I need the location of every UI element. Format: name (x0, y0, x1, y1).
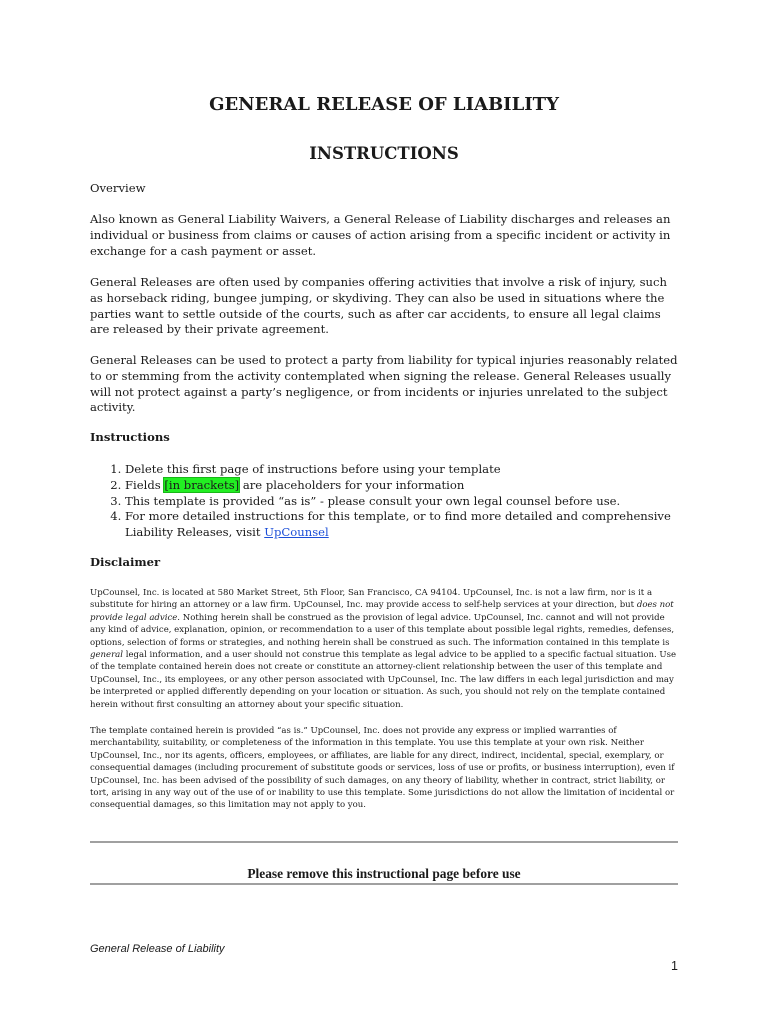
disclaimer-paragraph-2-block (90, 725, 680, 812)
overview-paragraph-1-block (90, 212, 680, 259)
removal-notice: Please remove this instructional page before use (247, 866, 521, 881)
overview-paragraph-2-block (90, 275, 680, 338)
instruction-step-text: Fields (125, 477, 165, 492)
footer-document-title: General Release of Liability (90, 943, 225, 955)
divider-bottom (90, 883, 678, 885)
instruction-step (125, 478, 680, 494)
disclaimer-italic-text: does not provide legal advice (90, 600, 674, 623)
instructions-list-block (90, 462, 680, 541)
disclaimer-text: UpCounsel, Inc. is located at 580 Market Street, 5th Floor, San Francisco, CA 94104. UpCounsel, Inc. is not a law firm, nor is it a substitute for hiring an attorney or a law firm. UpCounsel, Inc. may provide access to self-help services at your direction, but (90, 588, 653, 611)
disclaimer-paragraph (90, 587, 680, 711)
upcounsel-link[interactable]: UpCounsel (264, 525, 329, 540)
instruction-step-text: This template is provided “as is” - please consult your own legal counsel before use. (125, 493, 621, 508)
disclaimer-paragraph: The template contained herein is provided “as is.” UpCounsel, Inc. does not provide any express or implied warranties of merchantability, suitability, or completeness of the information in this template. You use this template at your own risk. Neither UpCounsel, Inc., nor its agents, officers, employees, or affiliates, are liable for any direct, indirect, incidental, special, exemplary, or consequential damages (including procurement of substitute goods or services, loss of use or profits, or business interruption), even if UpCounsel, Inc. has been advised of the possibility of such damages, on any theory of liability, whether in contract, strict liability, or tort, arising in any way out of the use of or inability to use this template. Some jurisdictions do not allow the limitation of incidental or consequential damages, so this limitation may not apply to you. (90, 726, 675, 811)
instruction-step (125, 462, 680, 478)
disclaimer-heading: Disclaimer (90, 555, 161, 569)
disclaimer-italic-text: general (90, 650, 124, 661)
overview-paragraph: General Releases can be used to protect a party from liability for typical injuries reasonably related to or stemming from the activity contemplated when signing the release. General Releases usually will not protect against a party’s negligence, or from incidents or injuries unrelated to the subject activity. (90, 353, 678, 415)
disclaimer-text: legal information, and a user should not construe this template as legal advice to be applied to a specific factual situation. Use of the template contained herein does not create or constitute an attorney-client relationship between the user of this template and UpCounsel, Inc., its employees, or any other person associated with UpCounsel, Inc. The law differs in each legal jurisdiction and may be interpreted or applied differently depending on your location or situation. As such, you should not rely on the template contained herein without first consulting an attorney about your specific situation. (90, 650, 677, 710)
overview-heading: Overview (90, 181, 146, 195)
bracket-highlight: [in brackets] (164, 477, 240, 492)
instruction-step (125, 509, 680, 541)
instruction-step-text: Delete this first page of instructions before using your template (125, 462, 501, 476)
overview-paragraph-3-block (90, 353, 680, 416)
page-number: 1 (671, 959, 678, 973)
instruction-step (125, 494, 680, 510)
instructions-title: INSTRUCTIONS (309, 144, 459, 163)
overview-section (90, 181, 680, 197)
disclaimer-paragraph-1-block (90, 587, 680, 711)
instructions-heading: Instructions (90, 430, 170, 444)
instructions-list (90, 462, 680, 541)
overview-paragraph: Also known as General Liability Waivers, a General Release of Liability discharges and releases an individual or business from claims or causes of action arising from a specific incident or activity in exchange for a cash payment or asset. (90, 212, 671, 258)
disclaimer-section (90, 555, 680, 571)
instructions-section (90, 430, 680, 446)
document-title: GENERAL RELEASE OF LIABILITY (209, 94, 559, 115)
disclaimer-text: . Nothing herein shall be construed as the provision of legal advice. UpCounsel, Inc. cannot and will not provide any kind of advice, explanation, opinion, or recommendation to a user of this template about possible legal rights, remedies, defenses, options, selection of forms or strategies, and nothing herein shall be construed as such. The information contained in this template is (90, 612, 675, 648)
overview-paragraph: General Releases are often used by companies offering activities that involve a risk of injury, such as horseback riding, bungee jumping, or skydiving. They can also be used in situations where the parties want to settle outside of the courts, such as after car accidents, to ensure all legal claims are released by their private agreement. (90, 275, 667, 337)
instruction-step-text: For more detailed instructions for this template, or to find more detailed and comprehensive Liability Releases, visit (125, 509, 671, 540)
instruction-step-text: are placeholders for your information (239, 477, 465, 492)
divider-top (90, 841, 678, 843)
